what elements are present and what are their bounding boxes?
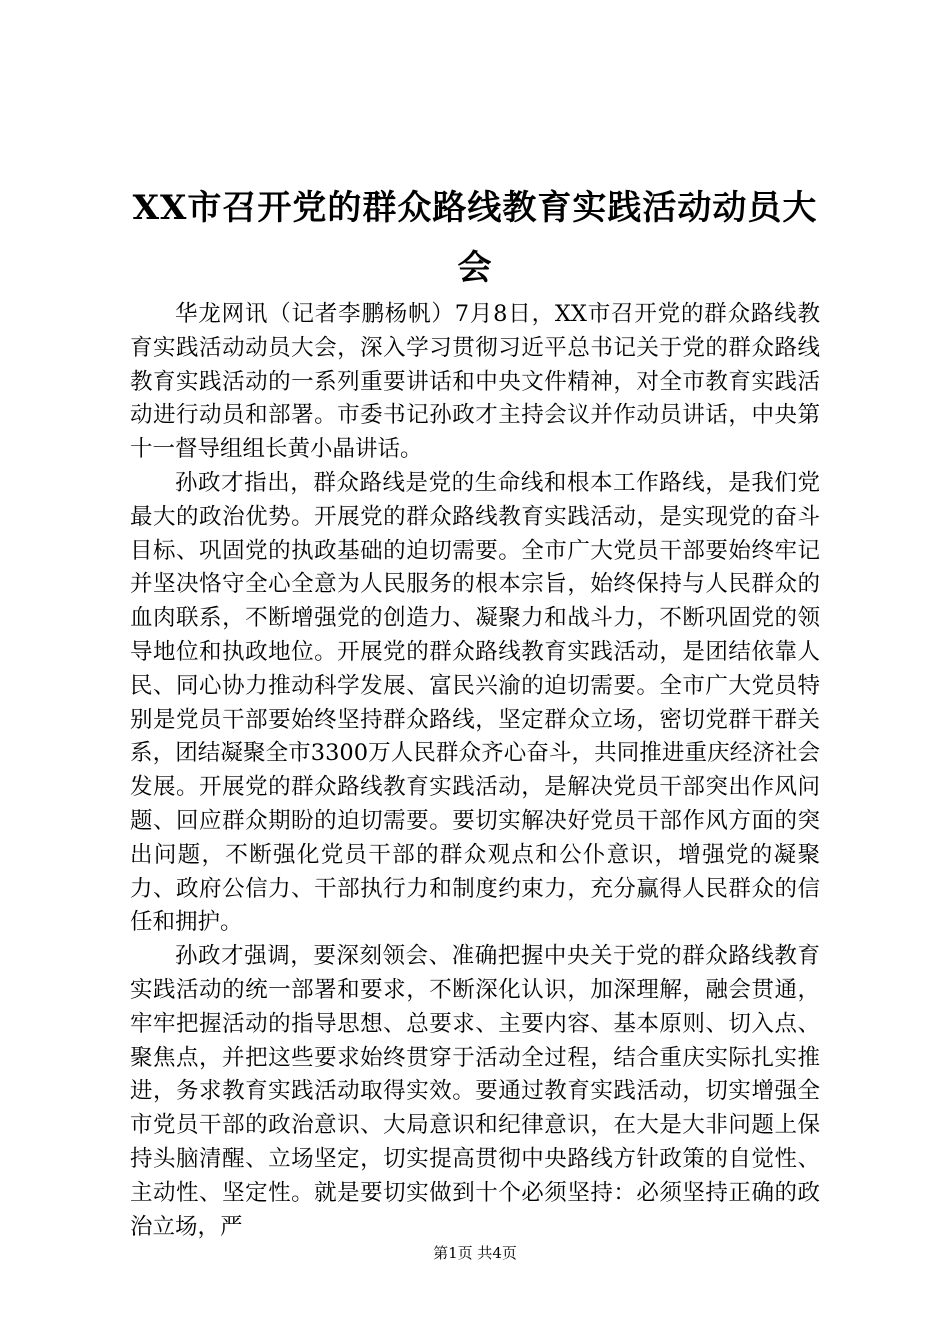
paragraph-3: 孙政才强调，要深刻领会、准确把握中央关于党的群众路线教育实践活动的统一部署和要求，不断深化认识，加深理解，融会贯通，牢牢把握活动的指导思想、总要求、主要内容、基本原则、切入点、聚焦点，并把这些要求始终贯穿于活动全过程，结合重庆实际扎实推进，务求教育实践活动取得实效。要通过教育实践活动，切实增强全市党员干部的政治意识、大局意识和纪律意识，在大是大非问题上保持头脑清醒、立场坚定，切实提高贯彻中央路线方针政策的自觉性、主动性、坚定性。就是要切实做到十个必须坚持：必须坚持正确的政治立场，严 bbox=[130, 943, 820, 1240]
document-body bbox=[130, 298, 820, 1244]
page-footer bbox=[0, 1243, 950, 1263]
document-title: XX市召开党的群众路线教育实践活动动员大会 bbox=[132, 188, 818, 288]
paragraph-1: 华龙网讯（记者李鹏杨帆）7月8日，XX市召开党的群众路线教育实践活动动员大会，深入学习贯彻习近平总书记关于党的群众路线教育实践活动的一系列重要讲话和中央文件精神，对全市教育实践活动进行动员和部署。市委书记孙政才主持会议并作动员讲话，中央第十一督导组组长黄小晶讲话。 bbox=[130, 301, 820, 463]
paragraph-2: 孙政才指出，群众路线是党的生命线和根本工作路线，是我们党最大的政治优势。开展党的群众路线教育实践活动，是实现党的奋斗目标、巩固党的执政基础的迫切需要。全市广大党员干部要始终牢记并坚决恪守全心全意为人民服务的根本宗旨，始终保持与人民群众的血肉联系，不断增强党的创造力、凝聚力和战斗力，不断巩固党的领导地位和执政地位。开展党的群众路线教育实践活动，是团结依靠人民、同心协力推动科学发展、富民兴渝的迫切需要。全市广大党员特别是党员干部要始终坚持群众路线，坚定群众立场，密切党群干群关系，团结凝聚全市3300万人民群众齐心奋斗，共同推进重庆经济社会发展。开展党的群众路线教育实践活动，是解决党员干部突出作风问题、回应群众期盼的迫切需要。要切实解决好党员干部作风方面的突出问题，不断强化党员干部的群众观点和公仆意识，增强党的凝聚力、政府公信力、干部执行力和制度约束力，充分赢得人民群众的信任和拥护。 bbox=[130, 469, 820, 936]
page-number: 第1页 共4页 bbox=[433, 1244, 517, 1262]
